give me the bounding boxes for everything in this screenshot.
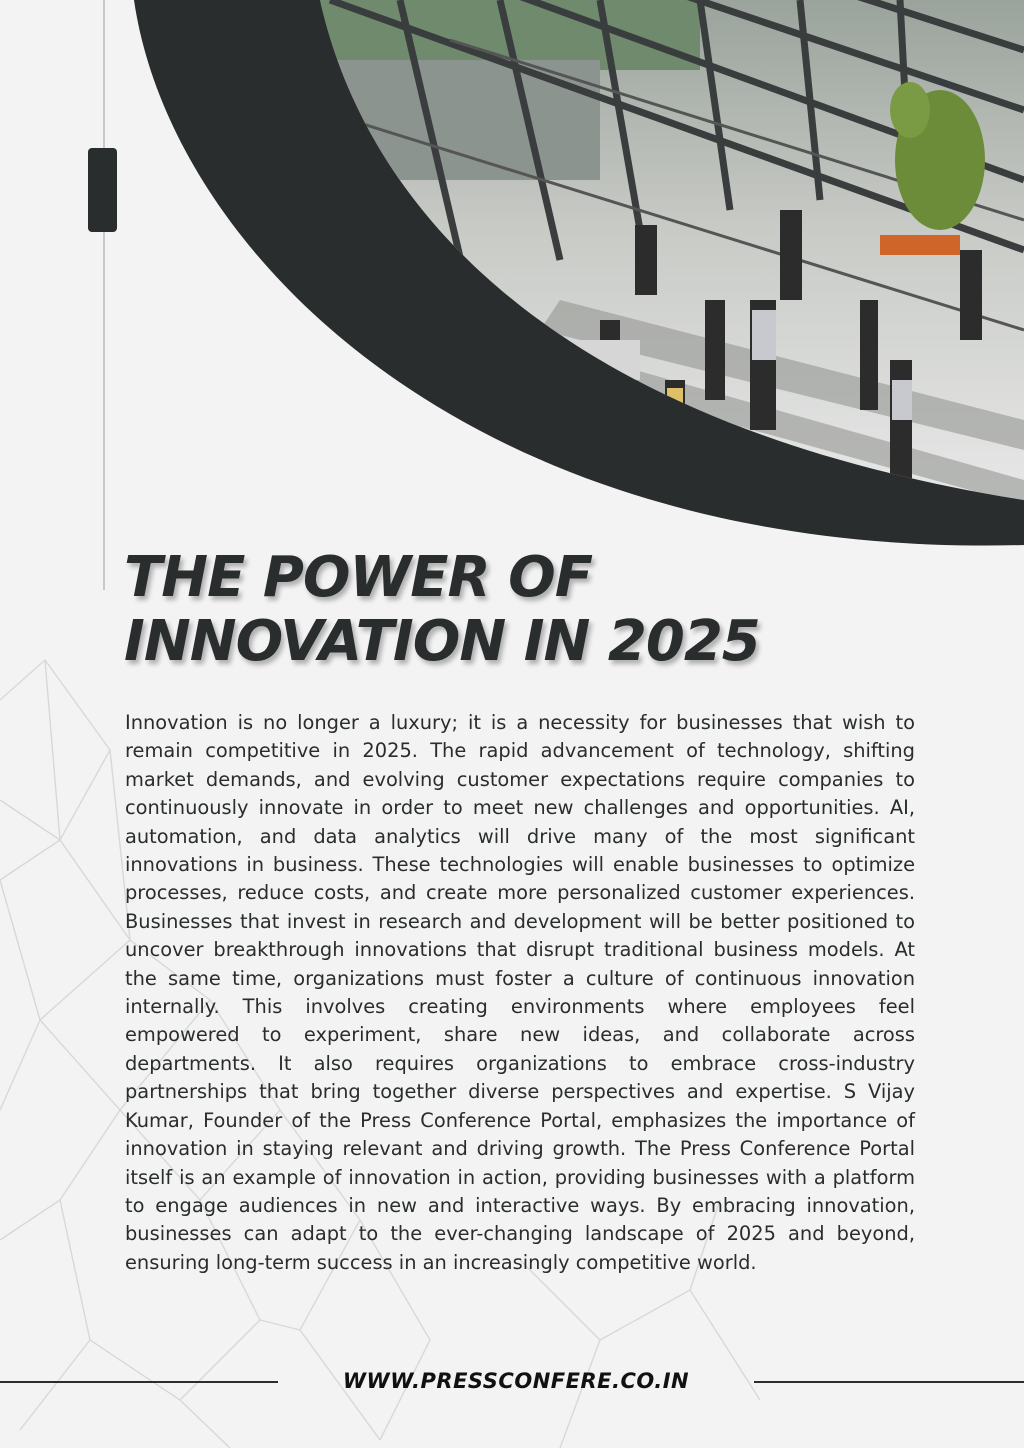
hero-photo-arc — [0, 0, 1024, 600]
page-title — [124, 546, 1004, 674]
title-line-1: THE POWER OF — [124, 545, 592, 610]
vertical-tab-marker — [88, 148, 117, 232]
title-line-2: INNOVATION IN 2025 — [124, 609, 760, 674]
footer-divider-right — [754, 1381, 1024, 1383]
footer-website-link[interactable]: WWW.PRESSCONFERE.CO.IN — [342, 1369, 690, 1393]
footer-divider-left — [0, 1381, 278, 1383]
vertical-rule — [103, 0, 105, 590]
body-paragraph: Innovation is no longer a luxury; it is a necessity for businesses that wish to remain competitive in 2025. The rapid advancement of technology, shifting market demands, and evolving customer expectations require companies to continuously innovate in order to meet new challenges and opportunities. AI, automation, and data analytics will drive many of the most significant innovations in business. These technologies will enable businesses to optimize processes, reduce costs, and create more personalized customer experiences. Businesses that invest in research and development will be better positioned to uncover breakthrough innovations that disrupt traditional business models. At the same time, organizations must foster a culture of continuous innovation internally. This involves creating environments where employees feel empowered to experiment, share new ideas, and collaborate across departments. It also requires organizations to embrace cross-industry partnerships that bring together diverse perspectives and expertise. S Vijay Kumar, Founder of the Press Conference Portal, emphasizes the importance of innovation in staying relevant and driving growth. The Press Conference Portal itself is an example of innovation in action, providing businesses with a platform to engage audiences in new and interactive ways. By embracing innovation, businesses can adapt to the ever-changing landscape of 2025 and beyond, ensuring long-term success in an increasingly competitive world. — [125, 711, 915, 1274]
